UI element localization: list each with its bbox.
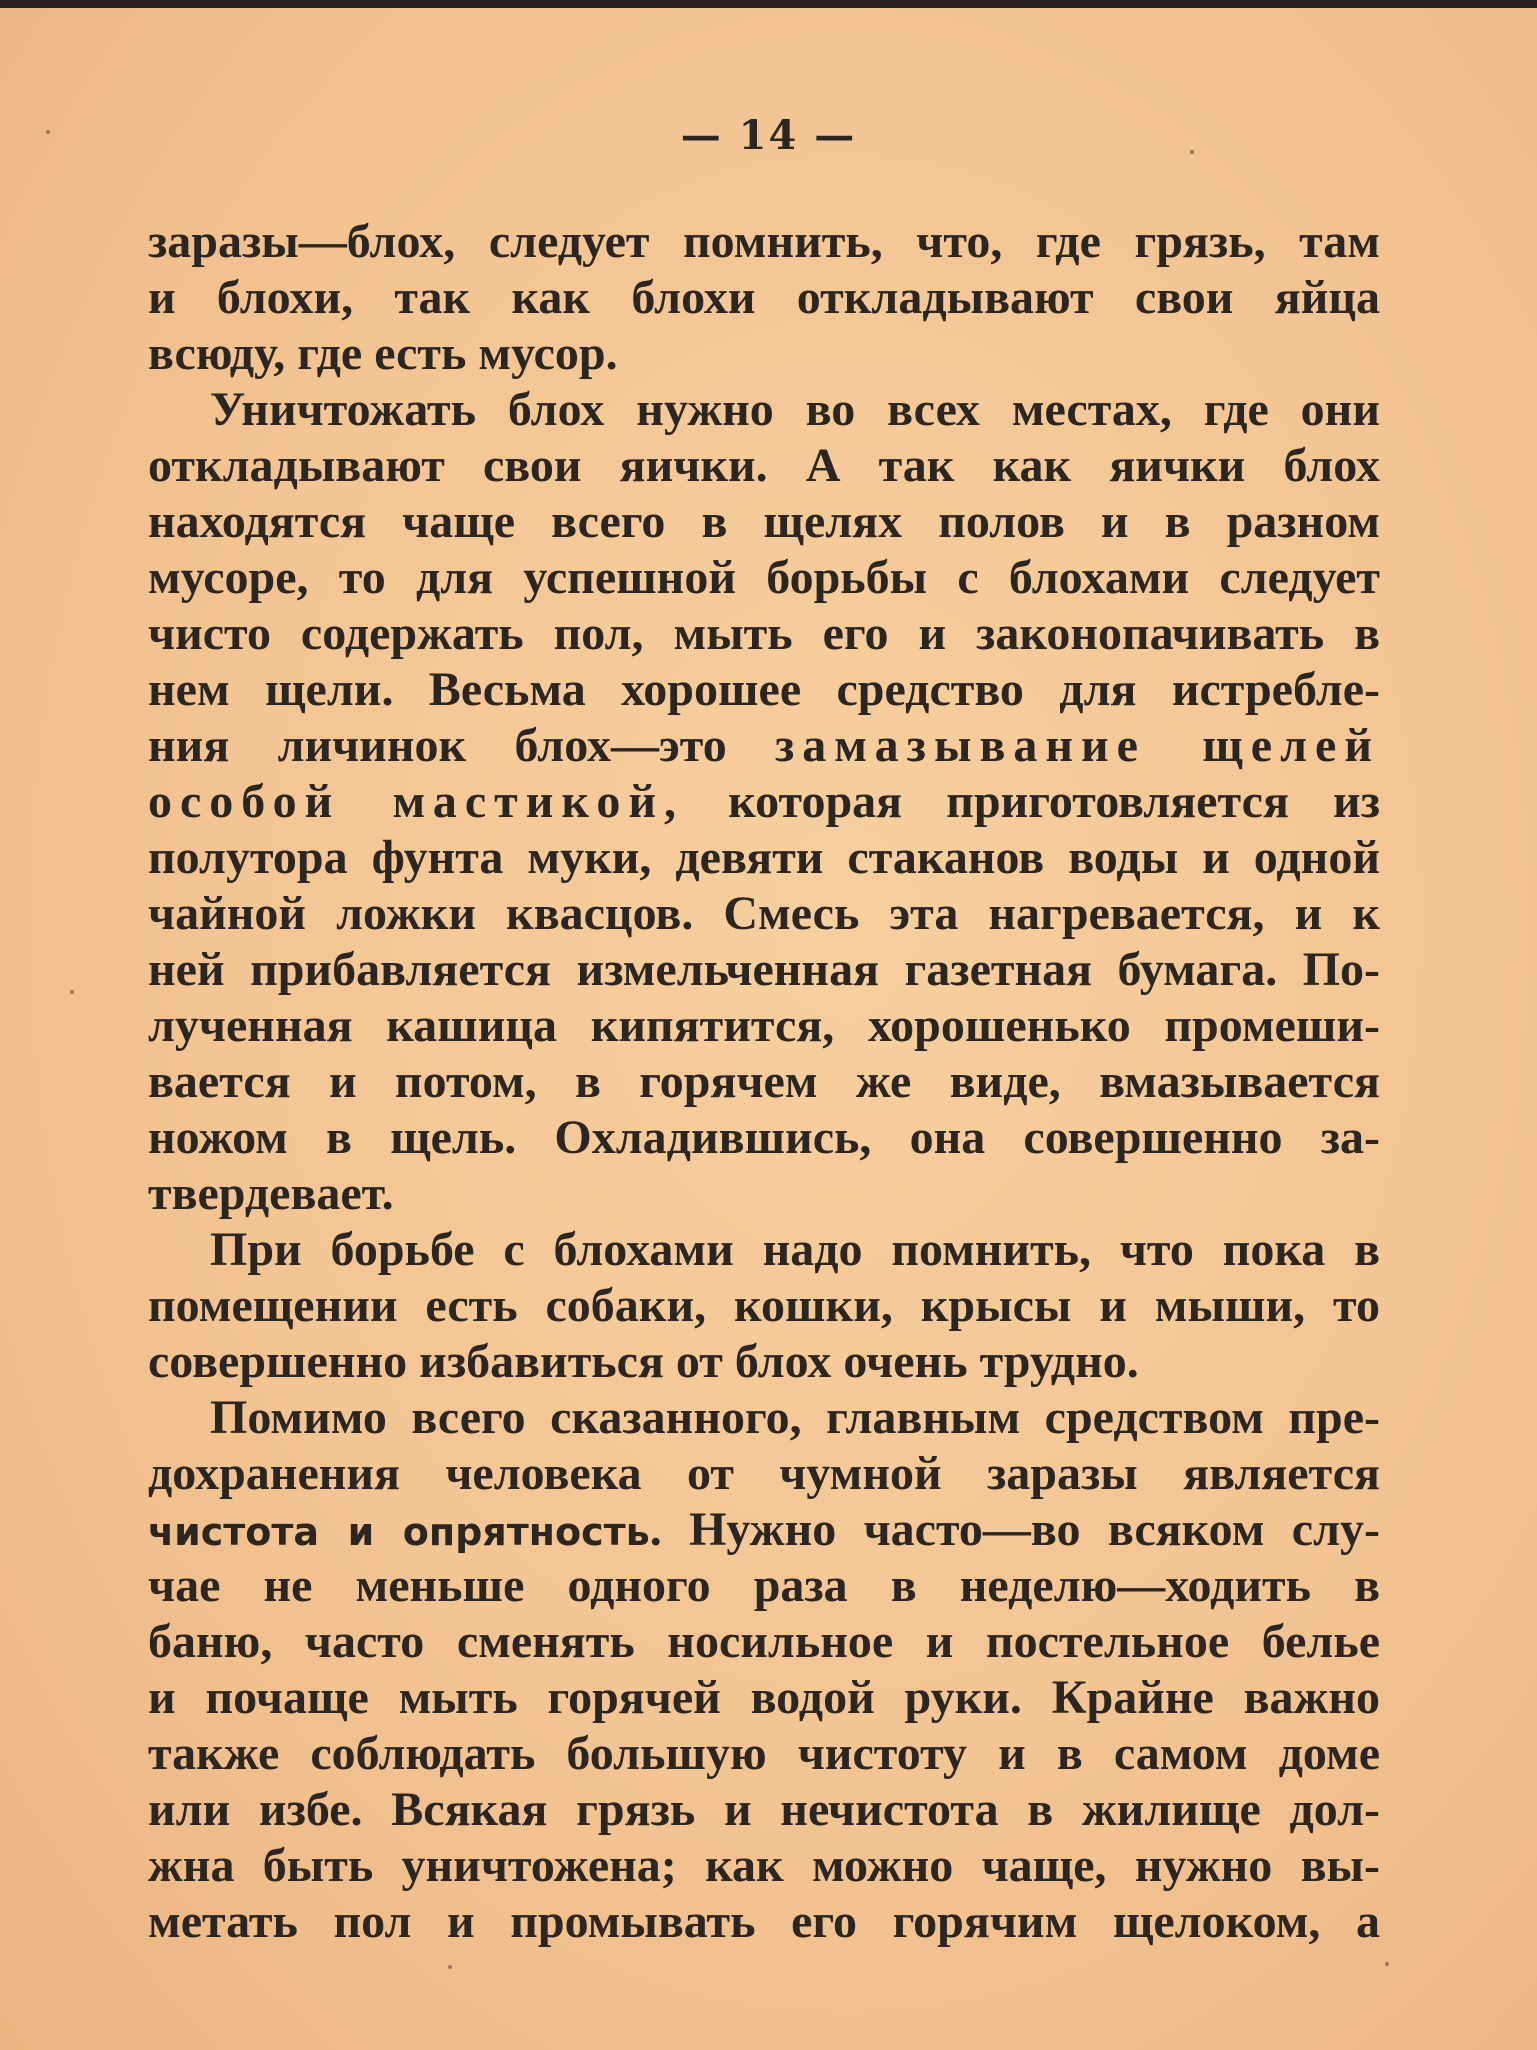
text-line: помещении есть собаки, кошки, крысы и мыши, то bbox=[148, 1279, 1380, 1332]
spaced-emphasis: замазывание щелей bbox=[775, 719, 1380, 772]
text-line: также соблюдать большую чистоту и в самом доме bbox=[148, 1727, 1380, 1780]
page-number: — 14 — bbox=[680, 112, 857, 159]
text-line bbox=[148, 1502, 1380, 1558]
text-line: твердевает. bbox=[148, 1167, 394, 1220]
text-line: жна быть уничтожена; как можно чаще, нужно вы- bbox=[148, 1839, 1380, 1892]
text-line: При борьбе с блохами надо помнить, что пока в bbox=[210, 1223, 1380, 1276]
text-segment: . Нужно часто—во всяком слу- bbox=[649, 1503, 1380, 1556]
text-line: Помимо всего сказанного, главным средством пре- bbox=[210, 1391, 1380, 1444]
paper-speck bbox=[46, 130, 50, 134]
text-line: и блохи, так как блохи откладывают свои яйца bbox=[148, 271, 1380, 324]
text-line: дохранения человека от чумной заразы является bbox=[148, 1447, 1380, 1500]
text-line: мусоре, то для успешной борьбы с блохами следует bbox=[148, 551, 1380, 604]
text-line: находятся чаще всего в щелях полов и в разном bbox=[148, 495, 1380, 548]
text-line: метать пол и промывать его горячим щелоком, а bbox=[148, 1895, 1380, 1948]
text-line: вается и потом, в горячем же виде, вмазывается bbox=[148, 1055, 1380, 1108]
body-text bbox=[148, 214, 1380, 1950]
paper-speck bbox=[1385, 1962, 1389, 1966]
text-line bbox=[148, 774, 1380, 830]
text-segment: ния личинок блох—это bbox=[148, 719, 776, 772]
spaced-emphasis: особой мастикой, bbox=[148, 775, 685, 828]
paper-speck bbox=[70, 990, 74, 994]
text-line: чайной ложки квасцов. Смесь эта нагревается, и к bbox=[148, 887, 1380, 940]
text-line: заразы—блох, следует помнить, что, где грязь, там bbox=[148, 215, 1380, 268]
text-line: баню, часто сменять носильное и постельное белье bbox=[148, 1615, 1380, 1668]
bold-emphasis: чистота и опрятность bbox=[148, 1510, 650, 1554]
text-line: чае не меньше одного раза в неделю—ходить в bbox=[148, 1559, 1380, 1612]
text-line: нем щели. Весьма хорошее средство для истребле- bbox=[148, 663, 1380, 716]
text-line: откладывают свои яички. А так как яички блох bbox=[148, 439, 1380, 492]
text-line: лученная кашица кипятится, хорошенько промеши- bbox=[148, 999, 1380, 1052]
text-line: или избе. Всякая грязь и нечистота в жилище дол- bbox=[148, 1783, 1380, 1836]
text-line: всюду, где есть мусор. bbox=[148, 327, 618, 380]
text-line: Уничтожать блох нужно во всех местах, где они bbox=[210, 383, 1380, 436]
text-line: совершенно избавиться от блох очень трудно. bbox=[148, 1335, 1139, 1388]
paper-speck bbox=[1190, 150, 1194, 154]
text-line: ножом в щель. Охладившись, она совершенно за- bbox=[148, 1111, 1380, 1164]
text-line: полутора фунта муки, девяти стаканов воды и одной bbox=[148, 831, 1380, 884]
page-top-edge bbox=[0, 0, 1537, 8]
text-segment: которая приготовляется из bbox=[684, 775, 1380, 828]
paper-speck bbox=[448, 1965, 452, 1969]
text-line: и почаще мыть горячей водой руки. Крайне важно bbox=[148, 1671, 1380, 1724]
text-line bbox=[148, 718, 1380, 774]
text-line: ней прибавляется измельченная газетная бумага. По- bbox=[148, 943, 1380, 996]
text-line: чисто содержать пол, мыть его и законопачивать в bbox=[148, 607, 1380, 660]
